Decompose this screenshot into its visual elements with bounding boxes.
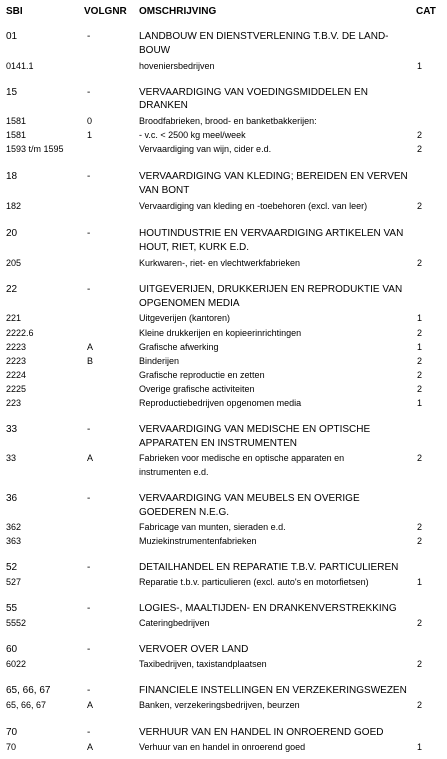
table-row [0,59,447,73]
cell-omschrijving: VERVOER OVER LAND [139,644,249,655]
cell-sbi: 60 [6,644,18,655]
cell-sbi: 15 [6,87,18,98]
cell-cat: 1 [417,313,423,323]
cell-sbi: 205 [6,258,22,268]
section-row [0,726,447,740]
cell-omschrijving: BOUW [139,45,171,56]
cell-sbi: 2222.6 [6,328,34,338]
cell-omschrijving: Banken, verzekeringsbedrijven, beurzen [139,700,300,710]
cell-volgnr: - [87,31,91,42]
table-row [0,698,447,712]
cell-sbi: 20 [6,228,18,239]
cell-omschrijving: Vervaardiging van kleding en -toebehoren (excl. van leer) [139,201,368,211]
cell-omschrijving: hoveniersbedrijven [139,61,215,71]
cell-omschrijving: GOEDEREN N.E.G. [139,507,230,518]
section-row [0,684,447,698]
table-row [0,465,447,479]
cell-omschrijving: Verhuur van en handel in onroerend goed [139,742,306,752]
cell-sbi: 70 [6,742,17,752]
cell-sbi: 2223 [6,342,27,352]
header-omschrijving: OMSCHRIJVING [139,6,217,17]
section-row [0,170,447,184]
cell-cat: 2 [417,201,423,211]
cell-volgnr: - [87,171,91,182]
section-row [0,602,447,616]
cell-sbi: 182 [6,201,22,211]
cell-sbi: 6022 [6,659,27,669]
cell-sbi: 527 [6,577,22,587]
cell-volgnr: - [87,562,91,573]
cell-cat: 2 [417,618,423,628]
cell-omschrijving: VAN BONT [139,185,190,196]
cell-sbi: 362 [6,522,22,532]
table-row [0,326,447,340]
cell-omschrijving: FINANCIELE INSTELLINGEN EN VERZEKERINGSWEZEN [139,685,407,696]
table-row [0,616,447,630]
cell-cat: 1 [417,742,423,752]
table-row [0,740,447,754]
cell-sbi: 223 [6,398,22,408]
cell-omschrijving: DRANKEN [139,100,188,111]
cell-omschrijving: Grafische afwerking [139,342,219,352]
cell-sbi: 33 [6,453,17,463]
cell-sbi: 363 [6,536,22,546]
cell-omschrijving: VERVAARDIGING VAN VOEDINGSMIDDELEN EN [139,87,368,98]
cell-sbi: 2223 [6,356,27,366]
cell-omschrijving: LANDBOUW EN DIENSTVERLENING T.B.V. DE LAND- [139,31,389,42]
table-row [0,396,447,410]
cell-volgnr: - [87,493,91,504]
cell-omschrijving: DETAILHANDEL EN REPARATIE T.B.V. PARTICULIEREN [139,562,399,573]
cell-omschrijving: Uitgeverijen (kantoren) [139,313,231,323]
table-row [0,142,447,156]
cell-cat: 2 [417,453,423,463]
section-row [0,561,447,575]
section-row [0,44,447,58]
cell-volgnr: - [87,685,91,696]
cell-omschrijving: UITGEVERIJEN, DRUKKERIJEN EN REPRODUKTIE VAN [139,284,403,295]
section-row [0,283,447,297]
cell-volgnr: - [87,87,91,98]
table-row [0,340,447,354]
cell-volgnr: - [87,284,91,295]
cell-omschrijving: Taxibedrijven, taxistandplaatsen [139,659,267,669]
header-volgnr: VOLGNR [84,6,127,17]
cell-sbi: 33 [6,424,18,435]
cell-omschrijving: Binderijen [139,356,180,366]
cell-sbi: 70 [6,727,18,738]
cell-cat: 2 [417,536,423,546]
cell-sbi: 1581 [6,130,27,140]
cell-cat: 2 [417,700,423,710]
cell-omschrijving: Muziekinstrumentenfabrieken [139,536,257,546]
cell-omschrijving: instrumenten e.d. [139,467,209,477]
section-row [0,506,447,520]
cell-volgnr: A [87,700,94,710]
cell-cat: 2 [417,258,423,268]
header-cat: CAT [416,6,436,17]
cell-sbi: 65, 66, 67 [6,700,47,710]
cell-omschrijving: Fabricage van munten, sieraden e.d. [139,522,286,532]
cell-sbi: 65, 66, 67 [6,685,51,696]
table-row [0,311,447,325]
cell-omschrijving: VERVAARDIGING VAN KLEDING; BEREIDEN EN VERVEN [139,171,408,182]
cell-sbi: 22 [6,284,18,295]
cell-sbi: 5552 [6,618,27,628]
table-row [0,256,447,270]
cell-omschrijving: Reproductiebedrijven opgenomen media [139,398,302,408]
cell-omschrijving: LOGIES-, MAALTIJDEN- EN DRANKENVERSTREKKING [139,603,397,614]
cell-volgnr: - [87,603,91,614]
cell-omschrijving: - v.c. < 2500 kg meel/week [139,130,246,140]
cell-omschrijving: VERVAARDIGING VAN MEDISCHE EN OPTISCHE [139,424,371,435]
cell-volgnr: B [87,356,94,366]
cell-omschrijving: Fabrieken voor medische en optische apparaten en [139,453,345,463]
cell-cat: 2 [417,356,423,366]
table-row [0,128,447,142]
cell-cat: 1 [417,342,423,352]
cell-omschrijving: OPGENOMEN MEDIA [139,298,240,309]
cell-omschrijving: HOUTINDUSTRIE EN VERVAARDIGING ARTIKELEN VAN [139,228,404,239]
table-row [0,520,447,534]
cell-omschrijving: VERVAARDIGING VAN MEUBELS EN OVERIGE [139,493,360,504]
table-row [0,575,447,589]
cell-sbi: 18 [6,171,18,182]
section-row [0,184,447,198]
section-row [0,241,447,255]
table-row [0,382,447,396]
section-row [0,643,447,657]
cell-cat: 2 [417,659,423,669]
cell-omschrijving: Kurkwaren-, riet- en vlechtwerkfabrieken [139,258,301,268]
cell-sbi: 1593 t/m 1595 [6,144,64,154]
section-row [0,30,447,44]
cell-volgnr: A [87,742,94,752]
table-row [0,534,447,548]
cell-sbi: 52 [6,562,18,573]
table-header [0,3,447,19]
header-sbi: SBI [6,6,23,17]
section-row [0,86,447,100]
cell-omschrijving: Broodfabrieken, brood- en banketbakkerijen: [139,116,317,126]
cell-sbi: 2225 [6,384,27,394]
cell-omschrijving: Vervaardiging van wijn, cider e.d. [139,144,272,154]
cell-omschrijving: Kleine drukkerijen en kopieerinrichtingen [139,328,302,338]
table-row [0,114,447,128]
cell-volgnr: 0 [87,116,93,126]
cell-volgnr: - [87,424,91,435]
cell-omschrijving: Grafische reproductie en zetten [139,370,265,380]
cell-cat: 2 [417,384,423,394]
section-row [0,297,447,311]
cell-sbi: 2224 [6,370,27,380]
cell-volgnr: A [87,453,94,463]
cell-omschrijving: HOUT, RIET, KURK E.D. [139,242,250,253]
cell-sbi: 0141.1 [6,61,34,71]
table-row [0,451,447,465]
cell-volgnr: - [87,644,91,655]
cell-sbi: 1581 [6,116,27,126]
cell-cat: 2 [417,328,423,338]
section-row [0,99,447,113]
cell-sbi: 55 [6,603,18,614]
table-row [0,368,447,382]
cell-omschrijving: Overige grafische activiteiten [139,384,255,394]
table-row [0,199,447,213]
cell-omschrijving: Reparatie t.b.v. particulieren (excl. auto's en motorfietsen) [139,577,369,587]
section-row [0,437,447,451]
cell-sbi: 36 [6,493,18,504]
cell-cat: 1 [417,61,423,71]
cell-cat: 2 [417,522,423,532]
cell-volgnr: 1 [87,130,93,140]
cell-omschrijving: APPARATEN EN INSTRUMENTEN [139,438,297,449]
cell-cat: 2 [417,130,423,140]
table-row [0,657,447,671]
cell-cat: 1 [417,398,423,408]
section-row [0,227,447,241]
cell-volgnr: - [87,228,91,239]
cell-sbi: 221 [6,313,22,323]
cell-cat: 1 [417,577,423,587]
cell-omschrijving: VERHUUR VAN EN HANDEL IN ONROEREND GOED [139,727,384,738]
table-row [0,354,447,368]
cell-volgnr: - [87,727,91,738]
cell-volgnr: A [87,342,94,352]
section-row [0,492,447,506]
cell-cat: 2 [417,144,423,154]
cell-cat: 2 [417,370,423,380]
cell-omschrijving: Cateringbedrijven [139,618,210,628]
cell-sbi: 01 [6,31,18,42]
section-row [0,423,447,437]
